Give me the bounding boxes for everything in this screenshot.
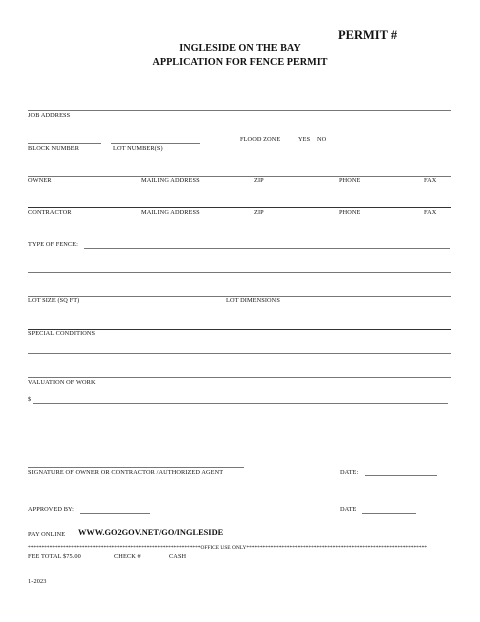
special-conditions-label: SPECIAL CONDITIONS: [28, 330, 96, 337]
flood-zone-yes[interactable]: YES: [298, 136, 311, 143]
owner-zip-label: ZIP: [254, 177, 264, 184]
approved-by-label: APPROVED BY:: [28, 506, 74, 513]
fee-total-label: FEE TOTAL $75.00: [28, 553, 81, 560]
contractor-line[interactable]: [28, 207, 451, 208]
flood-zone-no[interactable]: NO: [317, 136, 327, 143]
permit-number-label: PERMIT #: [338, 28, 398, 42]
approved-by-line[interactable]: [80, 513, 150, 514]
city-title: INGLESIDE ON THE BAY: [179, 43, 301, 54]
valuation-label: VALUATION OF WORK: [28, 379, 96, 386]
job-address-label: JOB ADDRESS: [28, 112, 71, 119]
contractor-mailing-address-label: MAILING ADDRESS: [141, 209, 200, 216]
owner-line[interactable]: [28, 176, 451, 177]
special-conditions-line-2[interactable]: [28, 353, 451, 354]
contractor-zip-label: ZIP: [254, 209, 264, 216]
pay-online-label: PAY ONLINE: [28, 531, 66, 538]
owner-mailing-address-label: MAILING ADDRESS: [141, 177, 200, 184]
block-number-line[interactable]: [28, 143, 101, 144]
valuation-line[interactable]: [28, 377, 451, 378]
approved-date-label: DATE: [340, 506, 357, 513]
approved-date-line[interactable]: [362, 513, 416, 514]
check-label: CHECK #: [114, 553, 141, 560]
dollar-sign: $: [28, 396, 32, 403]
contractor-phone-label: PHONE: [339, 209, 361, 216]
type-of-fence-line[interactable]: [84, 248, 450, 249]
valuation-amount-line[interactable]: [33, 403, 448, 404]
cash-label: CASH: [169, 553, 187, 560]
job-address-line[interactable]: [28, 110, 451, 111]
lot-numbers-label: LOT NUMBER(S): [113, 145, 163, 152]
signature-date-line[interactable]: [365, 475, 437, 476]
lot-dimensions-label: LOT DIMENSIONS: [226, 297, 280, 304]
office-use-banner: ****************************************************************OFFICE USE ONLY*******************************************************************: [28, 545, 427, 551]
signature-line[interactable]: [28, 467, 244, 468]
owner-phone-label: PHONE: [339, 177, 361, 184]
contractor-label: CONTRACTOR: [28, 209, 72, 216]
lot-size-label: LOT SIZE (SQ FT): [28, 297, 80, 304]
contractor-fax-label: FAX: [424, 209, 437, 216]
owner-label: OWNER: [28, 177, 52, 184]
page-title: APPLICATION FOR FENCE PERMIT: [152, 57, 328, 68]
pay-online-url[interactable]: WWW.GO2GOV.NET/GO/INGLESIDE: [78, 528, 224, 537]
signature-date-label: DATE:: [340, 469, 359, 476]
revision-date: 1-2023: [28, 578, 47, 585]
type-of-fence-line-2[interactable]: [28, 272, 451, 273]
signature-label: SIGNATURE OF OWNER OR CONTRACTOR /AUTHORIZED AGENT: [28, 469, 224, 476]
type-of-fence-label: TYPE OF FENCE:: [28, 241, 79, 248]
owner-fax-label: FAX: [424, 177, 437, 184]
lot-numbers-line[interactable]: [111, 143, 200, 144]
block-number-label: BLOCK NUMBER: [28, 145, 80, 152]
flood-zone-label: FLOOD ZONE: [240, 136, 281, 143]
